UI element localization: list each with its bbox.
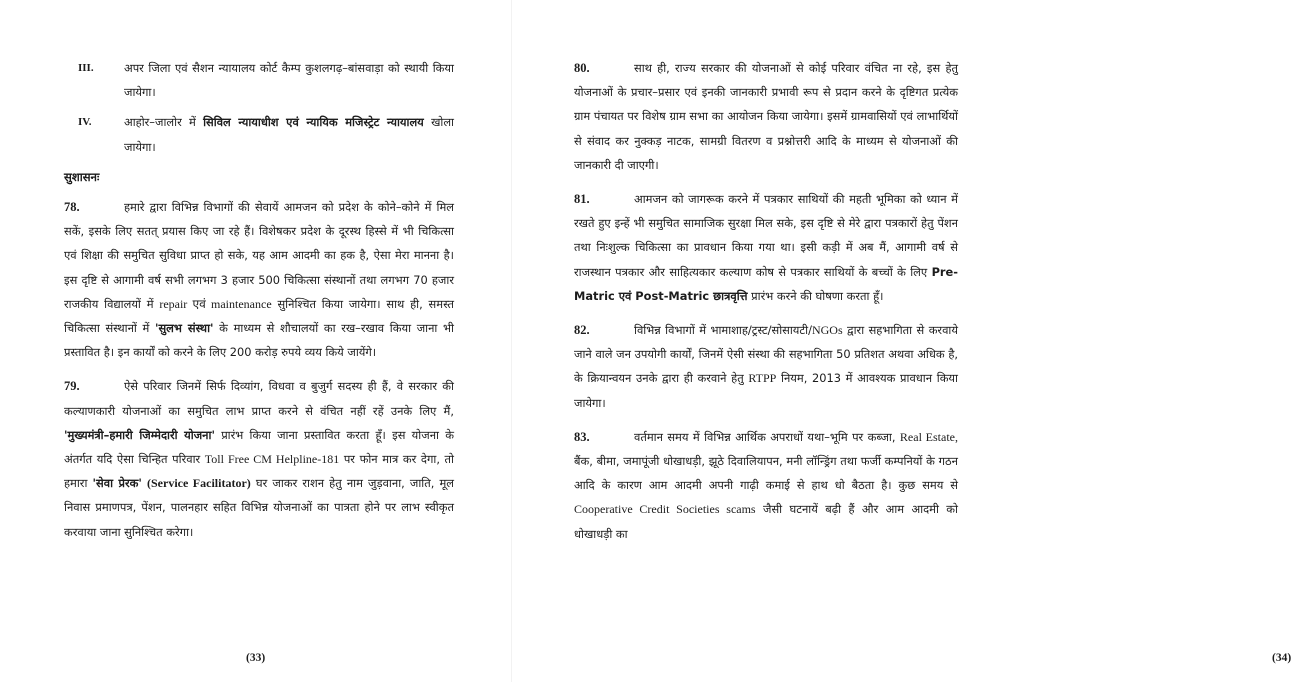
paragraph-text-d: घर जाकर राशन हेतु नाम जुड़वाना, जाति, मूल निवास प्रमाणपत्र, पेंशन, पालनहार सहित विभिन्न योजनाओं का पात्रता होने पर लाभ स्वीकृत करवाया जाना सुनिश्चित करेगा। bbox=[64, 476, 455, 539]
paragraph-text-c: जैसी घटनायें बढ़ी हैं और आम आदमी को धोखाधड़ी का bbox=[574, 502, 959, 541]
paragraph-number: 81. bbox=[574, 192, 590, 207]
page-number: (34) bbox=[1272, 652, 1291, 664]
paragraph-text-a: ऐसे परिवार जिनमें सिर्फ दिव्यांग, विधवा व बुजुर्ग सदस्य ही हैं, वे सरकार की कल्याणकारी योजनाओं का समुचित लाभ प्राप्त करने से वंचित नहीं रहें उनके लिए मैं, bbox=[64, 379, 454, 418]
paragraph-latin: Real Estate, bbox=[899, 429, 959, 444]
paragraph-82 bbox=[574, 318, 958, 415]
paragraph-text-b: प्रारंभ किया जाना प्रस्तावित करता हूँ। इस योजना के अंतर्गत यदि ऐसा चिन्हित परिवार bbox=[64, 427, 454, 467]
paragraph-text-c: पर फोन मात्र कर देगा, तो हमारा bbox=[64, 452, 454, 491]
paragraph-bold: 'मुख्यमंत्री–हमारी जिम्मेदारी योजना' bbox=[64, 427, 215, 442]
paragraph-text-a: हमारे द्वारा विभिन्न विभागों की सेवायें आमजन को प्रदेश के कोने–कोने में मिल सकें, इसके लिए सतत् प्रयास किए जा रहे हैं। विशेषकर प्रदेश के दूरस्थ हिस्से में भी चिकित्सा एवं शिक्षा की समुचित सुविधा प्राप्त हो सके, यह आम आदमी का हक है, ऐसा मेरा मानना है। इस दृष्टि से आगामी वर्ष सभी लगभग 3 हजार 500 चिकित्सा संस्थानों तथा लगभग 70 हजार राजकीय विद्यालयों में bbox=[64, 200, 454, 311]
paragraph-80 bbox=[574, 56, 958, 177]
paragraph-79 bbox=[64, 374, 454, 543]
paragraph-text: साथ ही, राज्य सरकार की योजनाओं से कोई परिवार वंचित ना रहे, इस हेतु योजनाओं के प्रचार–प्रसार एवं इनकी जानकारी प्रभावी रूप से प्रदान करने के दृष्टिगत प्रत्येक ग्राम पंचायत पर विशेष ग्राम सभा का आयोजन किया जायेगा। इसमें ग्रामवासियों एवं लाभार्थियों से संवाद कर नुक्कड़ नाटक, सामग्री वितरण व प्रश्नोत्तरी आदि के माध्यम से योजनाओं की जानकारी दी जाएगी। bbox=[574, 61, 958, 172]
list-item bbox=[64, 110, 454, 158]
item-numeral: IV. bbox=[78, 116, 92, 129]
paragraph-text-b: बैंक, बीमा, जमापूंजी धोखाधड़ी, झूठे दिवालियापन, मनी लॉन्ड्रिंग तथा फर्जी कम्पनियों के गठन आदि के कारण आम आदमी अपनी गाढ़ी कमाई से हाथ धो बैठता है। कुछ समय से bbox=[574, 454, 958, 493]
paragraph-text-b: द्वारा सहभागिता से करवाये जाने वाले जन उपयोगी कार्यों, जिनमें ऐसी संस्था की सहभागिता 50 प्रतिशत अथवा अधिक है, के क्रियान्वयन उनके द्वारा ही करवाने हेतु bbox=[574, 323, 958, 386]
paragraph-bold: 'सेवा प्रेरक' bbox=[92, 476, 142, 491]
left-page-content bbox=[64, 56, 454, 554]
section-heading: सुशासनः bbox=[64, 169, 100, 184]
paragraph-text-b: प्रारंभ करने की घोषणा करता हूँ। bbox=[747, 288, 884, 303]
left-page bbox=[0, 0, 512, 682]
paragraph-text-a: विभिन्न विभागों में भामाशाह/ट्रस्ट/सोसायटी/ bbox=[634, 323, 812, 338]
paragraph-bold-latin: (Service Facilitator) bbox=[147, 476, 251, 491]
paragraph-text-c: नियम, 2013 में आवश्यक प्रावधान किया जायेगा। bbox=[574, 371, 958, 410]
paragraph-bold: 'सुलभ संस्था' bbox=[154, 321, 214, 336]
item-text-b: खोला जायेगा। bbox=[124, 115, 455, 154]
paragraph-78 bbox=[64, 195, 454, 364]
paragraph-number: 79. bbox=[64, 379, 80, 394]
paragraph-text-c: के माध्यम से शौचालयों का रख–रखाव किया जाना भी प्रस्तावित है। इन कार्यों को करने के लिए 200 करोड़ रुपये व्यय किये जायेंगे। bbox=[64, 321, 454, 360]
paragraph-number: 78. bbox=[64, 200, 80, 215]
paragraph-text-a: आमजन को जागरूक करने में पत्रकार साथियों की महती भूमिका को ध्यान में रखते हुए इन्हें भी समुचित सामाजिक सुरक्षा मिल सके, इस दृष्टि से मेरे द्वारा पत्रकारों हेतु पेंशन तथा निःशुल्क चिकित्सा का प्रावधान किया गया था। इसी कड़ी में अब मैं, आगामी वर्ष से राजस्थान पत्रकार और साहित्यकार कल्याण कोष से पत्रकार साथियों के बच्चों के लिए bbox=[574, 192, 958, 279]
item-text: अपर जिला एवं सैशन न्यायालय कोर्ट कैम्प कुशलगढ़–बांसवाड़ा को स्थायी किया जायेगा। bbox=[124, 61, 454, 100]
paragraph-latin: Cooperative Credit Societies scams bbox=[574, 502, 756, 517]
paragraph-latin: RTPP bbox=[748, 371, 777, 386]
paragraph-number: 83. bbox=[574, 429, 590, 444]
paragraph-bold: Pre-Matric एवं Post-Matric छात्रवृत्ति bbox=[574, 264, 958, 303]
paragraph-text-a: वर्तमान समय में विभिन्न आर्थिक अपराधों यथा–भूमि पर कब्जा, bbox=[634, 429, 900, 444]
paragraph-81 bbox=[574, 187, 958, 308]
page-number: (33) bbox=[246, 652, 266, 664]
item-text bbox=[124, 110, 454, 158]
paragraph-latin: Toll Free CM Helpline-181 bbox=[204, 452, 340, 467]
paragraph-latin: repair एवं maintenance bbox=[159, 296, 272, 311]
paragraph-latin: NGOs bbox=[811, 323, 843, 338]
item-numeral: III. bbox=[78, 62, 94, 74]
item-text-a: आहोर–जालोर में bbox=[124, 115, 204, 130]
paragraph-number: 80. bbox=[574, 61, 590, 75]
right-page-content bbox=[574, 56, 958, 556]
paragraph-number: 82. bbox=[574, 323, 590, 338]
item-text-bold: सिविल न्यायाधीश एवं न्यायिक मजिस्ट्रेट न्यायालय bbox=[203, 115, 424, 130]
paragraph-83 bbox=[574, 425, 958, 546]
list-item bbox=[64, 56, 454, 104]
paragraph-text-b: सुनिश्चित किया जायेगा। साथ ही, समस्त चिकित्सा संस्थानों में bbox=[64, 296, 454, 336]
